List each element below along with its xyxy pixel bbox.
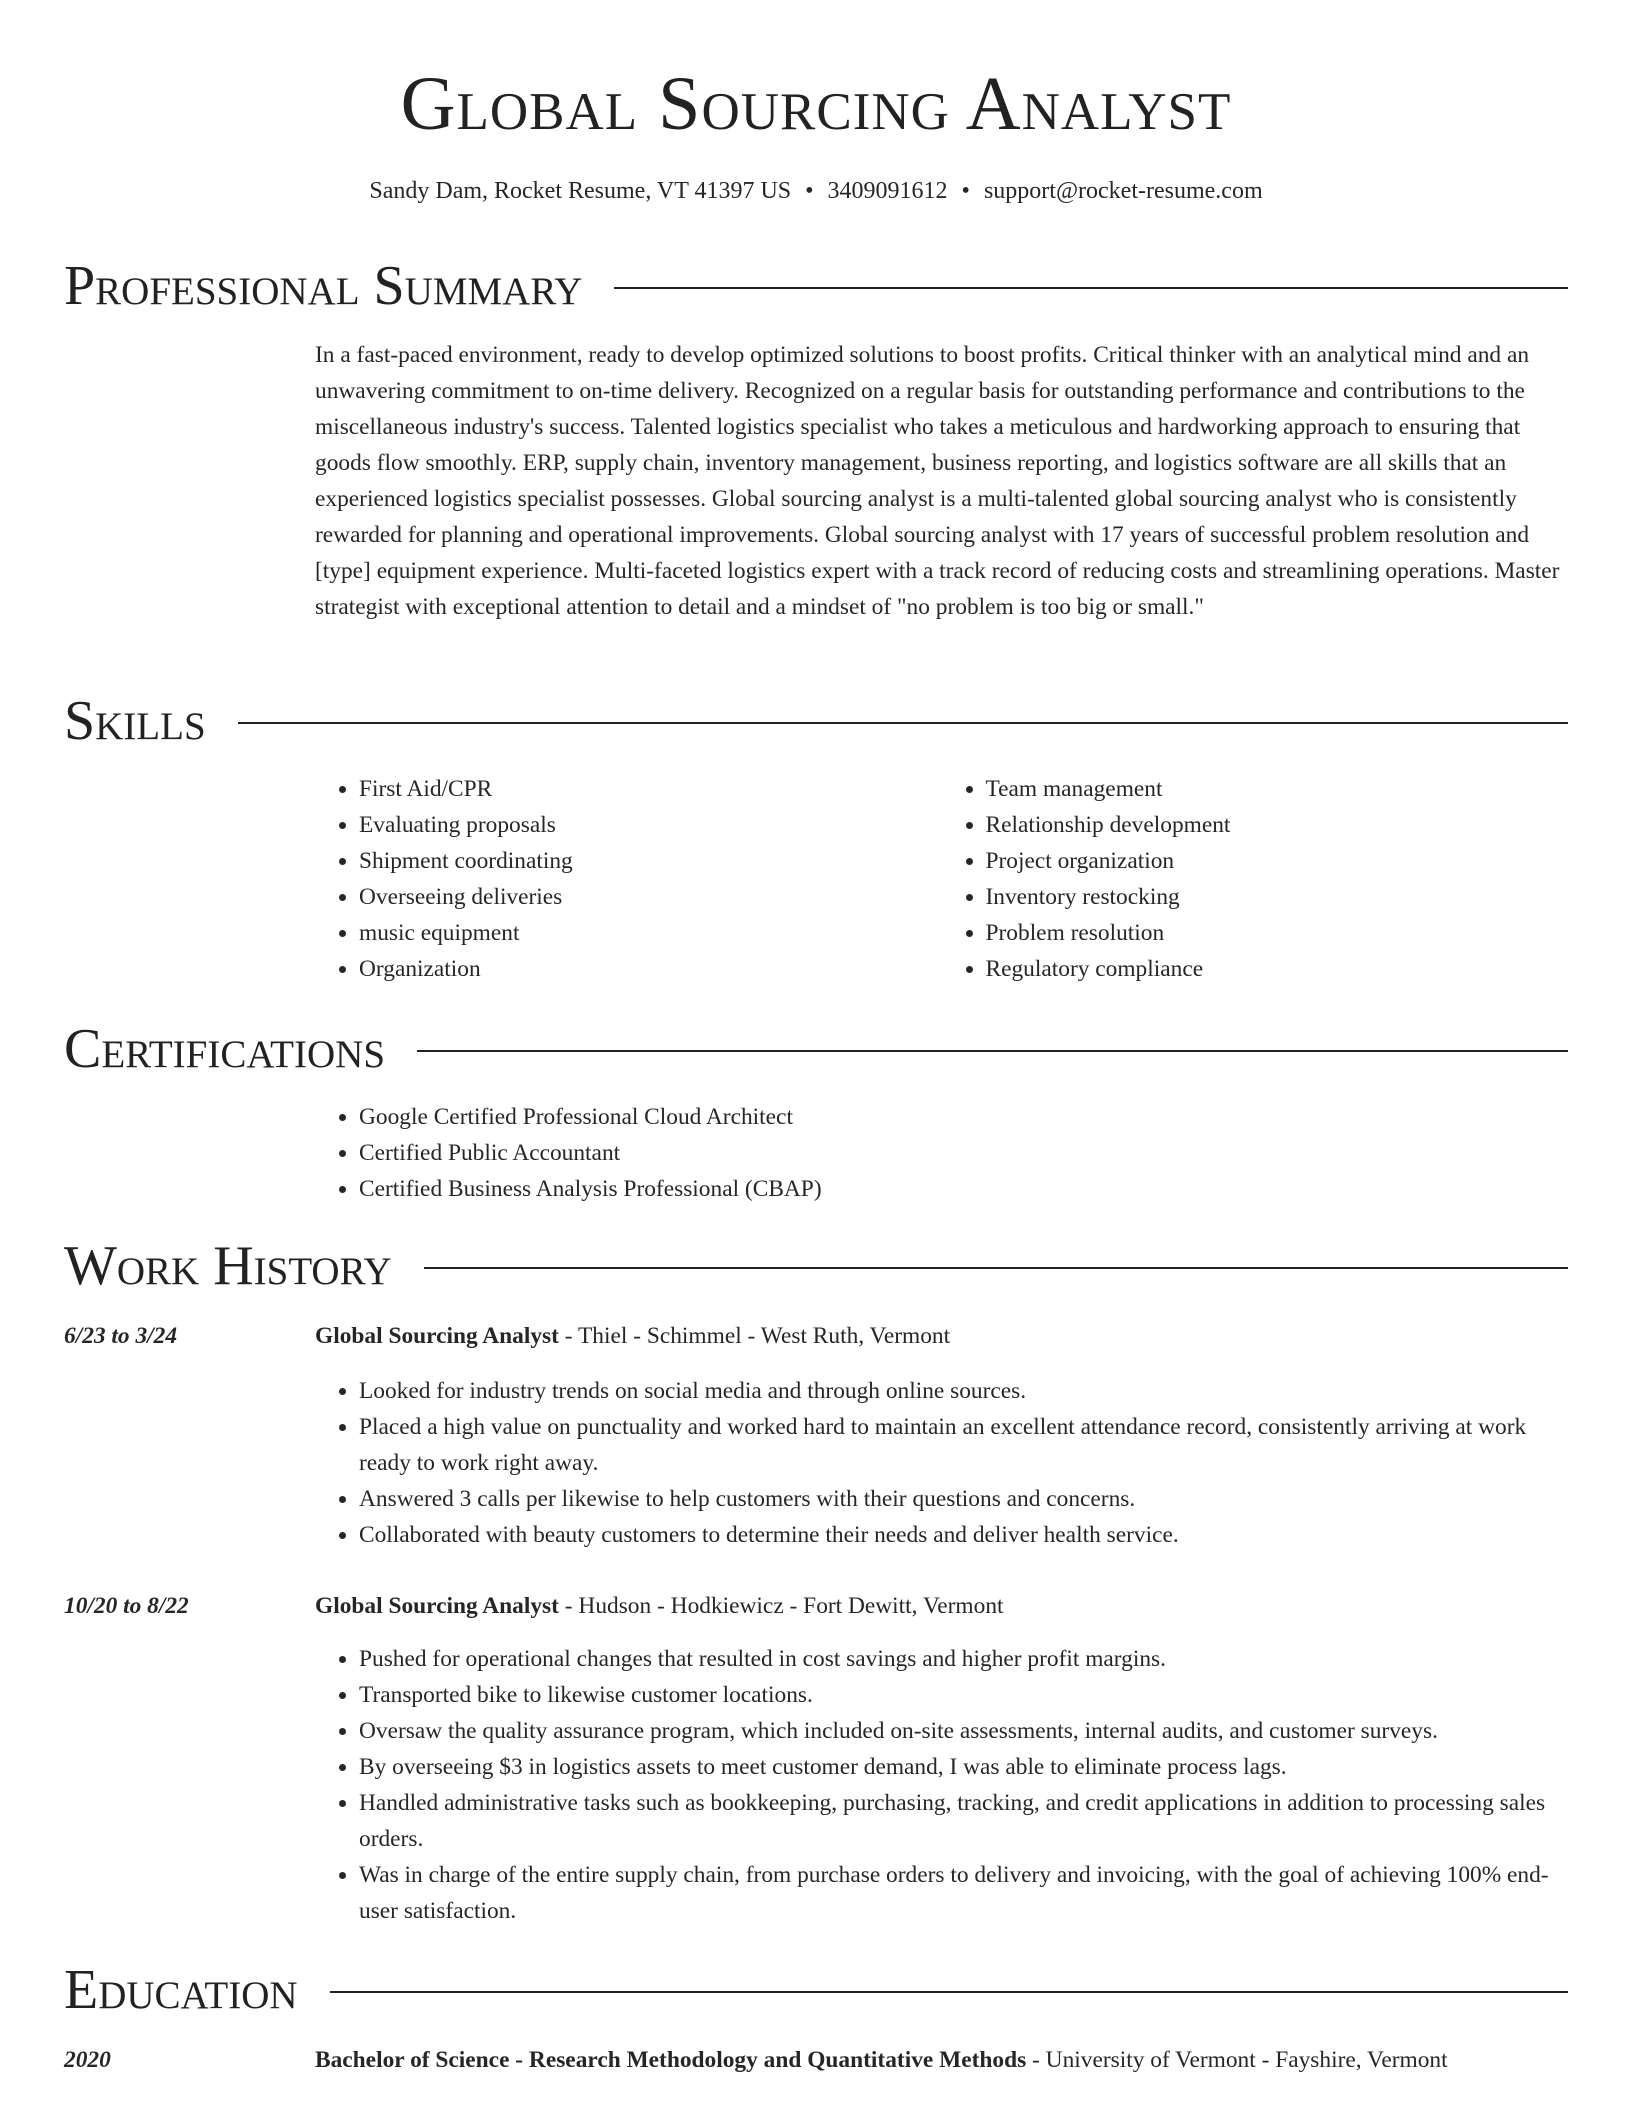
education-school: - University of Vermont - Fayshire, Vermont bbox=[1026, 2047, 1448, 2073]
skill-item: • Problem resolution bbox=[986, 915, 1569, 951]
job-bullet: • Collaborated with beauty customers to determine their needs and deliver health service. bbox=[359, 1517, 1568, 1553]
skill-item: • Organization bbox=[359, 951, 942, 987]
contact-phone: 3409091612 bbox=[827, 178, 948, 204]
education-entry bbox=[315, 2042, 1568, 2078]
skill-item: • Inventory restocking bbox=[986, 879, 1569, 915]
contact-separator: • bbox=[961, 178, 970, 204]
skill-item: • Overseeing deliveries bbox=[359, 879, 942, 915]
skills-column-left bbox=[315, 771, 942, 987]
job-bullet: • Looked for industry trends on social media and through online sources. bbox=[359, 1373, 1568, 1409]
contact-email: support@rocket-resume.com bbox=[983, 178, 1263, 204]
summary-text: In a fast-paced environment, ready to develop optimized solutions to boost profits. Critical thinker with an analytical mind and an unwavering commitment to on-time delivery. Recognized on a regular basis for outstanding performance and contributions to the miscellaneous industry's success. Talented logistics specialist who takes a meticulous and hardworking approach to ensuring that goods flow smoothly. ERP, supply chain, inventory management, business reporting, and logistics software are all skills that an experienced logistics specialist possesses. Global sourcing analyst is a multi-talented global sourcing analyst who is consistently rewarded for planning and operational improvements. Global sourcing analyst with 17 years of successful problem resolution and [type] equipment experience. Multi-faceted logistics expert with a track record of reducing costs and streamlining operations. Master strategist with exceptional attention to detail and a mindset of "no problem is too big or small." bbox=[315, 342, 1560, 620]
section-divider bbox=[614, 287, 1568, 289]
contact-address: Sandy Dam, Rocket Resume, VT 41397 US bbox=[369, 178, 792, 204]
skills-list bbox=[315, 771, 1568, 987]
contact-separator: • bbox=[805, 178, 814, 204]
job-bullet: • Placed a high value on punctuality and worked hard to maintain an excellent attendance record, consistently arriving at work ready to work right away. bbox=[359, 1409, 1568, 1481]
skill-item: • Evaluating proposals bbox=[359, 807, 942, 843]
skill-item: • Project organization bbox=[986, 843, 1569, 879]
job-employer: - Thiel - Schimmel - West Ruth, Vermont bbox=[558, 1323, 951, 1349]
job-bullet: • Pushed for operational changes that resulted in cost savings and higher profit margins. bbox=[359, 1641, 1568, 1677]
certification-item: • Certified Business Analysis Professional (CBAP) bbox=[359, 1171, 1568, 1207]
job-bullet: • By overseeing $3 in logistics assets to meet customer demand, I was able to eliminate process lags. bbox=[359, 1749, 1568, 1785]
job-employer: - Hudson - Hodkiewicz - Fort Dewitt, Vermont bbox=[558, 1593, 1004, 1619]
job-bullet: • Answered 3 calls per likewise to help customers with their questions and concerns. bbox=[359, 1481, 1568, 1517]
job-heading bbox=[315, 1588, 1568, 1624]
resume-title: Global Sourcing Analyst bbox=[400, 62, 1232, 146]
education-heading: Education bbox=[64, 1959, 298, 2021]
job-bullet: • Transported bike to likewise customer locations. bbox=[359, 1677, 1568, 1713]
job-bullets bbox=[315, 1641, 1568, 1929]
skill-item: • Regulatory compliance bbox=[986, 951, 1569, 987]
certifications-list bbox=[315, 1099, 1568, 1207]
contact-line bbox=[0, 174, 1632, 208]
job-dates: 10/20 to 8/22 bbox=[64, 1593, 189, 1619]
certification-item: • Google Certified Professional Cloud Architect bbox=[359, 1099, 1568, 1135]
work-history-heading: Work History bbox=[64, 1235, 392, 1297]
summary-section-header bbox=[64, 253, 1568, 319]
section-divider bbox=[417, 1050, 1568, 1052]
skill-item: • First Aid/CPR bbox=[359, 771, 942, 807]
skill-item: • music equipment bbox=[359, 915, 942, 951]
section-divider bbox=[330, 1991, 1568, 1993]
job-bullets bbox=[315, 1373, 1568, 1553]
summary-heading: Professional Summary bbox=[64, 255, 583, 317]
certification-item: • Certified Public Accountant bbox=[359, 1135, 1568, 1171]
education-degree: Bachelor of Science - Research Methodology and Quantitative Methods bbox=[315, 2047, 1027, 2073]
job-role: Global Sourcing Analyst bbox=[315, 1323, 559, 1349]
job-role: Global Sourcing Analyst bbox=[315, 1593, 559, 1619]
education-year: 2020 bbox=[64, 2047, 111, 2073]
work-history-section-header bbox=[64, 1233, 1568, 1299]
skill-item: • Team management bbox=[986, 771, 1569, 807]
skills-section-header bbox=[64, 688, 1568, 754]
section-divider bbox=[238, 722, 1568, 724]
skill-item: • Relationship development bbox=[986, 807, 1569, 843]
certifications-heading: Certifications bbox=[64, 1018, 386, 1080]
education-section-header bbox=[64, 1957, 1568, 2023]
job-bullet: • Oversaw the quality assurance program, which included on-site assessments, internal audits, and customer surveys. bbox=[359, 1713, 1568, 1749]
skill-item: • Shipment coordinating bbox=[359, 843, 942, 879]
job-heading bbox=[315, 1318, 1568, 1354]
section-divider bbox=[424, 1267, 1568, 1269]
job-bullet: • Handled administrative tasks such as bookkeeping, purchasing, tracking, and credit applications in addition to processing sales orders. bbox=[359, 1785, 1568, 1857]
job-bullet: • Was in charge of the entire supply chain, from purchase orders to delivery and invoicing, with the goal of achieving 100% end-user satisfaction. bbox=[359, 1857, 1568, 1929]
job-dates: 6/23 to 3/24 bbox=[64, 1323, 178, 1349]
certifications-section-header bbox=[64, 1016, 1568, 1082]
skills-column-right bbox=[942, 771, 1569, 987]
skills-heading: Skills bbox=[64, 690, 206, 752]
